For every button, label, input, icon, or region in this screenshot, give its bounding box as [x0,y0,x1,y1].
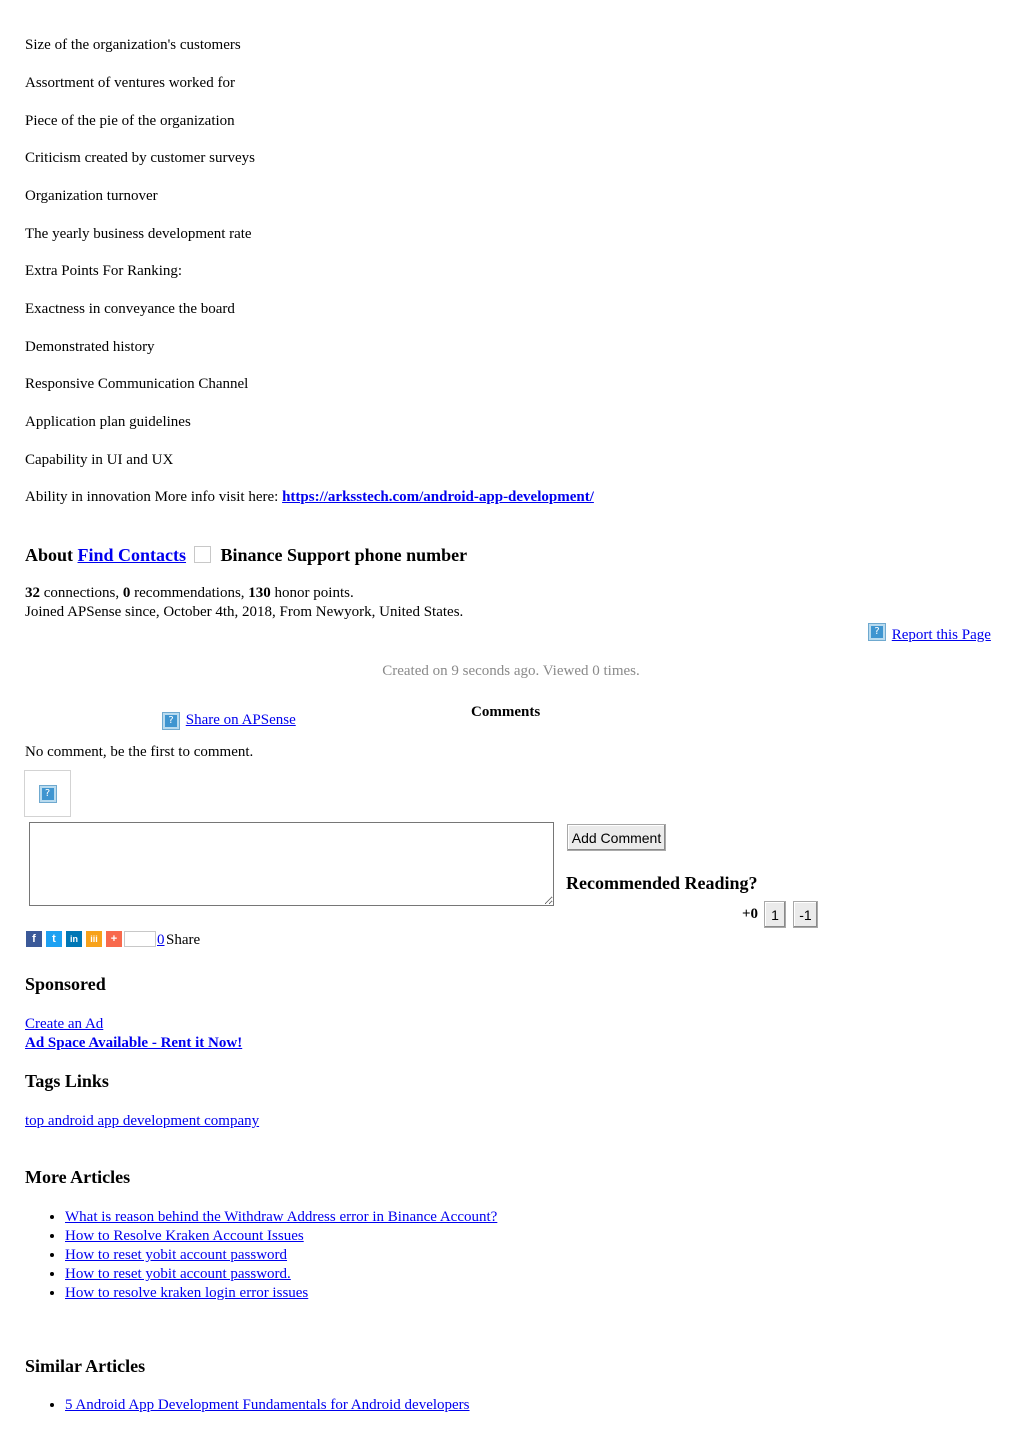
criterion-item: Demonstrated history [25,339,155,355]
report-link[interactable]: Report this Page [891,627,991,643]
ad-space-link[interactable]: Ad Space Available - Rent it Now! [25,1035,243,1051]
tag-link[interactable]: top android app development company [25,1113,260,1129]
criterion-item: Assortment of ventures worked for [25,75,235,91]
about-heading [25,545,467,566]
avatar-placeholder-icon: ? [40,786,56,802]
criterion-item: The yearly business development rate [25,226,252,242]
article-title: Binance Support phone number [220,545,468,565]
more-article-link[interactable]: How to Resolve Kraken Account Issues [65,1228,304,1244]
comments-heading: Comments [471,704,541,720]
recommended-heading: Recommended Reading? [566,873,758,893]
list-item [65,1208,497,1227]
more-article-link[interactable]: How to reset yobit account password [65,1247,288,1263]
connections-count: 32 [25,585,40,601]
create-ad-link[interactable]: Create an Ad [25,1016,104,1032]
more-article-link[interactable]: How to resolve kraken login error issues [65,1285,309,1301]
more-articles-heading: More Articles [25,1167,131,1187]
about-prefix: About [25,545,78,565]
criterion-item: Exactness in conveyance the board [25,301,235,317]
share-count-link[interactable]: 0 [157,932,165,948]
tags-heading: Tags Links [25,1071,109,1091]
list-item [65,1284,497,1303]
criterion-item: Organization turnover [25,188,158,204]
share-counter-box [124,931,156,947]
share-apsense-link[interactable]: Share on APSense [185,712,296,728]
recommend-score: +0 [742,906,759,922]
criterion-item: Application plan guidelines [25,414,191,430]
sponsored-heading: Sponsored [25,974,106,994]
vote-up-button[interactable]: 1 [764,901,786,928]
honor-count: 130 [248,585,271,601]
share-apsense-icon: ? [163,713,179,729]
criterion-item: Capability in UI and UX [25,452,174,468]
linkedin-icon[interactable]: in [66,931,82,947]
addthis-icon[interactable]: + [106,931,122,947]
similar-articles-heading: Similar Articles [25,1356,146,1376]
more-article-link[interactable]: How to reset yobit account password. [65,1266,291,1282]
criterion-item: Responsive Communication Channel [25,376,249,392]
list-item [65,1265,497,1284]
similar-articles-list [25,1396,470,1415]
similar-article-link[interactable]: 5 Android App Development Fundamentals for Android developers [65,1397,470,1413]
vote-down-button[interactable]: -1 [793,901,818,928]
list-item [65,1227,497,1246]
twitter-icon[interactable]: t [46,931,62,947]
connections-label: connections, [40,585,123,601]
recommendations-label: recommendations, [130,585,249,601]
share-bar [26,931,206,949]
comment-textarea[interactable] [29,822,554,906]
innovation-text: Ability in innovation More info visit here: [25,489,283,505]
commenter-avatar [24,770,71,817]
innovation-line [25,489,594,506]
add-comment-button[interactable]: Add Comment [567,824,666,851]
criterion-item: Size of the organization's customers [25,37,241,53]
author-link[interactable]: Find Contacts [77,545,187,565]
report-icon: ? [869,624,885,640]
honor-label: honor points. [270,585,354,601]
myspace-icon[interactable]: iii [86,931,102,947]
criterion-item: Piece of the pie of the organization [25,113,235,129]
criterion-item: Criticism created by customer surveys [25,150,255,166]
created-text: Created on 9 seconds ago. Viewed 0 times. [382,663,640,679]
author-avatar [194,546,211,563]
criterion-item: Extra Points For Ranking: [25,263,183,279]
author-stats [25,585,354,602]
more-articles-list [25,1208,497,1303]
report-link-row[interactable] [869,623,991,643]
facebook-icon[interactable]: f [26,931,42,947]
share-apsense-row[interactable] [163,712,296,729]
share-label: Share [166,932,201,948]
no-comment-text: No comment, be the first to comment. [25,744,254,760]
more-article-link[interactable]: What is reason behind the Withdraw Address error in Binance Account? [65,1209,498,1225]
innovation-link[interactable]: https://arksstech.com/android-app-development/ [282,489,594,505]
recommendations-count: 0 [122,585,131,601]
list-item [65,1246,497,1265]
list-item [65,1396,470,1415]
joined-text: Joined APSense since, October 4th, 2018, From Newyork, United States. [25,604,464,620]
